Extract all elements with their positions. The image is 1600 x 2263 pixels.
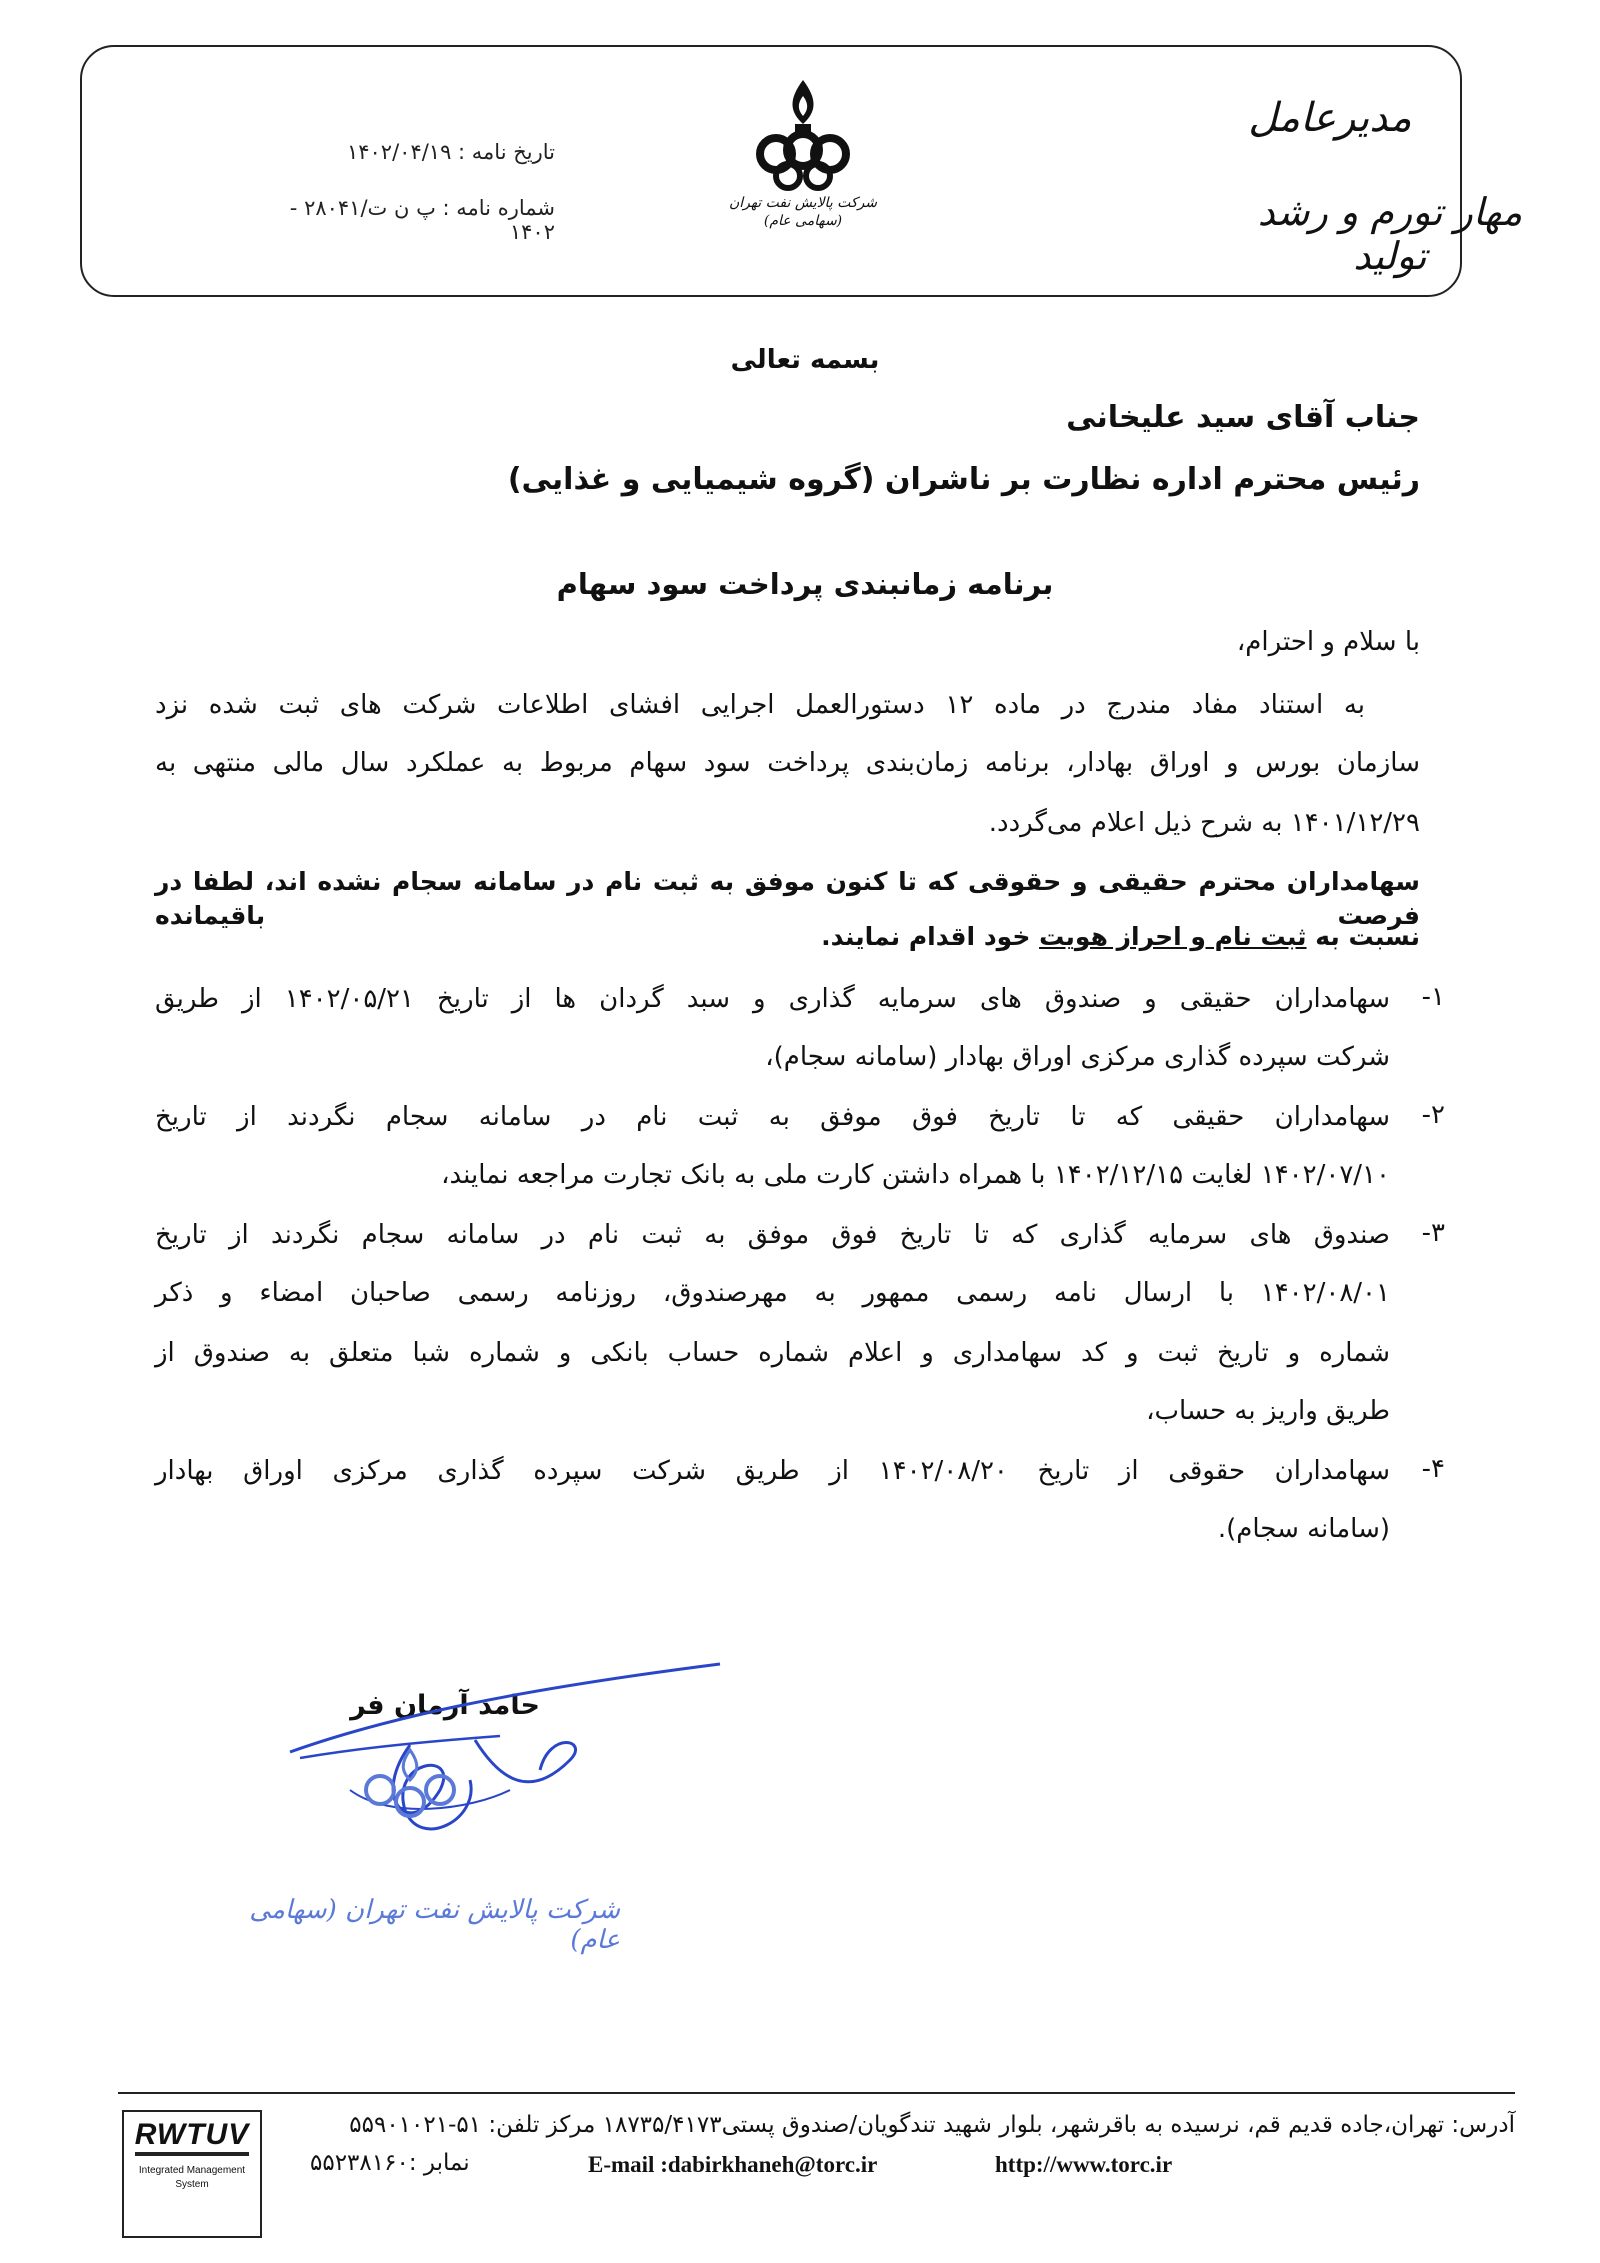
notice-text: نسبت به bbox=[1315, 922, 1420, 951]
list-item-number: ۳- bbox=[1421, 1218, 1445, 1248]
list-item-line: سهامداران حقیقی که تا تاریخ فوق موفق به ثبت نام در سامانه سجام نگردند از تاریخ bbox=[155, 1102, 1390, 1132]
certification-logo bbox=[122, 2110, 262, 2238]
footer-website[interactable]: http://www.torc.ir bbox=[995, 2152, 1173, 2177]
rwtuv-logo-text: RWTUV bbox=[135, 2118, 249, 2156]
footer-address: آدرس: تهران،جاده قدیم قم، نرسیده به باقرشهر، بلوار شهید تندگویان/صندوق پستی۱۸۷۳۵/۴۱۷۳ مرکز تلفن: ۵۱-۵۵۹۰۱۰۲۱ bbox=[349, 2112, 1515, 2138]
list-item-line: طریق واریز به حساب، bbox=[1146, 1396, 1390, 1426]
footer-divider bbox=[118, 2092, 1515, 2094]
letter-subject: برنامه زمانبندی پرداخت سود سهام bbox=[556, 567, 1054, 601]
list-item-line: ۱۴۰۲/۰۷/۱۰ لغایت ۱۴۰۲/۱۲/۱۵ با همراه داشتن کارت ملی به بانک تجارت مراجعه نمایند، bbox=[441, 1160, 1390, 1190]
intro-line: به استناد مفاد مندرج در ماده ۱۲ دستورالعمل اجرایی افشای اطلاعات شرکت های ثبت شده نزد bbox=[155, 690, 1365, 720]
list-item-line: سهامداران حقیقی و صندوق های سرمایه گذاری و سبد گردان ها از تاریخ ۱۴۰۲/۰۵/۲۱ از طریق bbox=[155, 984, 1390, 1014]
notice-text: خود اقدام نمایند. bbox=[821, 922, 1031, 951]
list-item-number: ۲- bbox=[1421, 1100, 1445, 1130]
notice-emphasis: ثبت نام و احراز هویت bbox=[1039, 922, 1307, 951]
list-item-line: شرکت سپرده گذاری مرکزی اوراق بهادار (سامانه سجام)، bbox=[765, 1042, 1390, 1072]
intro-line: سازمان بورس و اوراق بهادار، برنامه زمان‌بندی پرداخت سود سهام مربوط به عملکرد سال مالی منتهی به bbox=[155, 748, 1420, 778]
company-stamp-text: شرکت پالایش نفت تهران (سهامی عام) bbox=[249, 1895, 620, 1955]
list-item-line: ۱۴۰۲/۰۸/۰۱ با ارسال نامه رسمی ممهور به مهرصندوق، روزنامه رسمی صاحبان امضاء و ذکر bbox=[155, 1278, 1390, 1308]
signature-stamp-icon bbox=[270, 1640, 730, 1870]
cert-caption: Integrated Management System bbox=[138, 2165, 246, 2190]
footer-email[interactable]: E-mail :dabirkhaneh@torc.ir bbox=[588, 2152, 878, 2177]
footer-fax: نمابر :۵۵۲۳۸۱۶۰ bbox=[310, 2150, 470, 2176]
motto-title: مدیرعامل bbox=[1248, 95, 1412, 141]
list-item-number: ۴- bbox=[1421, 1454, 1445, 1484]
letter-date: تاریخ نامه : ۱۴۰۲/۰۴/۱۹ bbox=[346, 140, 555, 164]
notice-line: سهامداران محترم حقیقی و حقوقی که تا کنون موفق به ثبت نام در سامانه سجام نشده اند، لطفا در فرصت باقیمانده bbox=[155, 867, 1420, 930]
logo-caption: شرکت پالایش نفت تهران (سهامی عام) bbox=[728, 195, 878, 229]
motto-slogan: مهار تورم و رشد تولید bbox=[1257, 190, 1523, 278]
addressee-title: رئیس محترم اداره نظارت بر ناشران (گروه شیمیایی و غذایی) bbox=[507, 462, 1420, 497]
addressee-name: جناب آقای سید علیخانی bbox=[1066, 400, 1420, 435]
company-logo bbox=[728, 72, 878, 257]
list-item-line: سهامداران حقوقی از تاریخ ۱۴۰۲/۰۸/۲۰ از طریق شرکت سپرده گذاری مرکزی اوراق بهادار bbox=[155, 1456, 1390, 1486]
list-item-line: (سامانه سجام). bbox=[1217, 1514, 1390, 1544]
list-item-number: ۱- bbox=[1421, 982, 1445, 1012]
signatory-name: حامد آرمان فر bbox=[350, 1690, 540, 1721]
letter-number: شماره نامه : پ ن ت/۲۸۰۴۱ - ۱۴۰۲ bbox=[289, 196, 555, 244]
notice-line bbox=[155, 922, 1420, 951]
list-item-line: صندوق های سرمایه گذاری که تا تاریخ فوق موفق به ثبت نام در سامانه سجام نگردند از تاریخ bbox=[155, 1220, 1390, 1250]
greeting: با سلام و احترام، bbox=[1236, 627, 1420, 657]
salutation: بسمه تعالی bbox=[730, 345, 880, 375]
intro-line: ۱۴۰۱/۱۲/۲۹ به شرح ذیل اعلام می‌گردد. bbox=[988, 808, 1420, 838]
list-item-line: شماره و تاریخ ثبت و کد سهامداری و اعلام شماره حساب بانکی و شماره شبا متعلق به صندوق از bbox=[155, 1338, 1390, 1368]
